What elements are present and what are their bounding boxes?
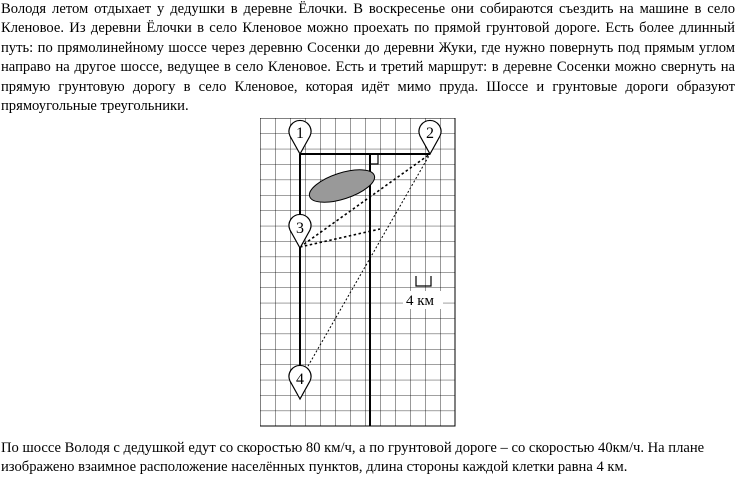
marker-1-label: 1	[296, 125, 304, 142]
scale-label: 4 км	[406, 293, 435, 309]
marker-3-label: 3	[296, 220, 304, 237]
problem-intro-text: Володя летом отдыхает у дедушки в деревне Ёлочки. В воскресенье они собираются съездить на машине в село Кленовое. Из деревни Ёлочки в село Кленовое можно проехать по прямой грунтовой дороге. Есть более длинный путь: по прямолинейному шоссе через деревню Сосенки до деревни Жуки, где нужно повернуть под прямым углом направо на другое шоссе, ведущее в село Кленовое. Есть и третий маршрут: в деревне Сосенки можно свернуть на прямую грунтовую дорогу в село Кленовое, которая идёт мимо пруда. Шоссе и грунтовые дороги образуют прямоугольные треугольники.	[1, 1, 735, 115]
marker-2-label: 2	[426, 125, 434, 142]
marker-4-label: 4	[296, 371, 304, 388]
problem-bottom-text: По шоссе Володя с дедушкой едут со скоростью 80 км/ч, а по грунтовой дороге – со скоростью 40км/ч. На плане изображено взаимное расположение населённых пунктов, длина стороны каждой клетки равна 4 км.	[1, 440, 705, 476]
route-map	[260, 118, 470, 430]
